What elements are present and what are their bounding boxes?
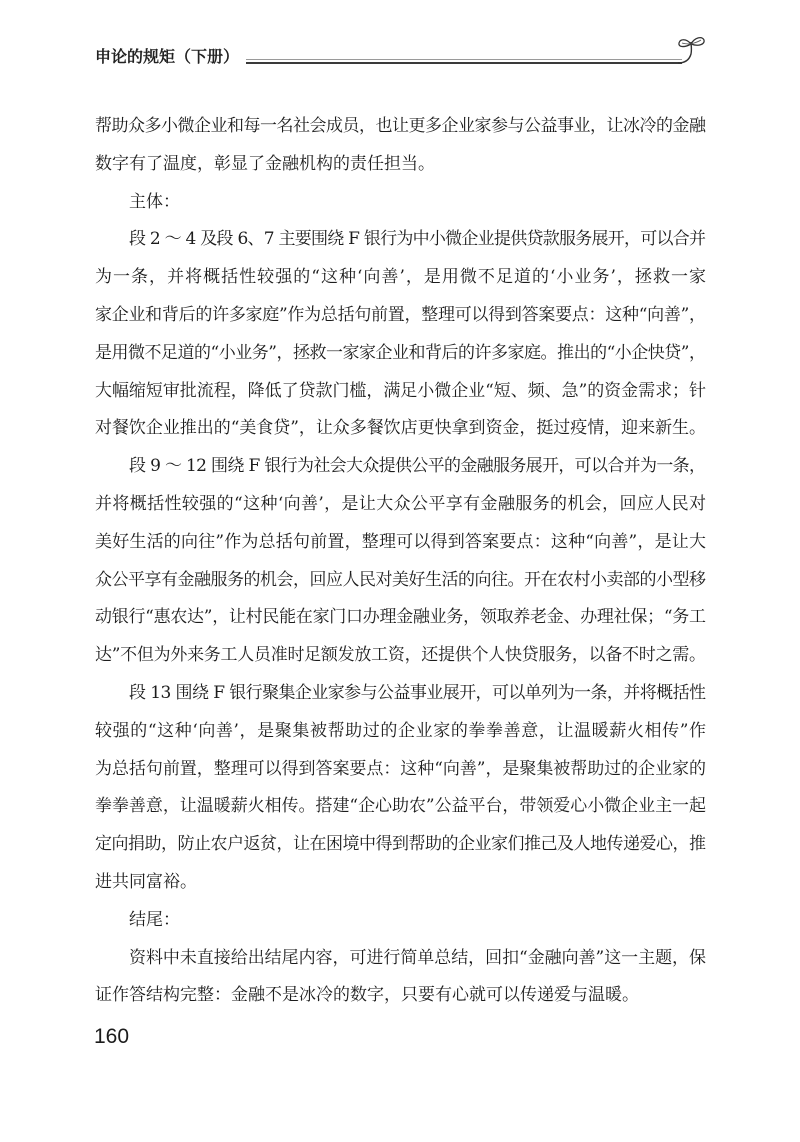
body-line: 段 13 围绕 F 银行聚集企业家参与公益事业展开，可以单列为一条，并将概括性 — [129, 682, 706, 703]
body-line: 证作答结构完整：金融不是冰冷的数字，只要有心就可以传递爱与温暖。 — [95, 985, 639, 1006]
body-text — [95, 108, 706, 1015]
body-line: 众公平享有金融服务的机会，回应人民对美好生活的向往。开在农村小卖部的小型移 — [95, 569, 706, 590]
body-line: 段 9 ～ 12 围绕 F 银行为社会大众提供公平的金融服务展开，可以合并为一条， — [129, 456, 706, 477]
body-line: 定向捐助，防止农户返贫，让在困境中得到帮助的企业家们推己及人地传递爱心，推 — [95, 834, 706, 855]
body-line: 达”不但为外来务工人员准时足额发放工资，还提供个人快贷服务，以备不时之需。 — [95, 645, 706, 666]
body-line: 并将概括性较强的“这种‘向善’，是让大众公平享有金融服务的机会，回应人民对 — [95, 493, 707, 514]
section-heading-main: 主体： — [129, 191, 180, 212]
body-line: 较强的“这种‘向善’，是聚集被帮助过的企业家的拳拳善意，让温暖薪火相传”作 — [95, 720, 707, 741]
body-line: 拳拳善意，让温暖薪火相传。搭建“企心助农”公益平台，带领爱心小微企业主一起 — [95, 796, 706, 817]
body-line: 美好生活的向往”作为总括句前置，整理可以得到答案要点：这种“向善”，是让大 — [95, 531, 707, 552]
body-line: 资料中未直接给出结尾内容，可进行简单总结，回扣“金融向善”这一主题，保 — [129, 947, 706, 968]
section-heading-ending: 结尾： — [129, 909, 180, 930]
body-line: 帮助众多小微企业和每一名社会成员，也让更多企业家参与公益事业，让冰冷的金融 — [95, 116, 706, 136]
header-rule-thin — [246, 59, 682, 60]
body-line: 段 2 ～ 4 及段 6、7 主要围绕 F 银行为中小微企业提供贷款服务展开，可以合并 — [129, 229, 706, 250]
body-line: 对餐饮企业推出的“美食贷”，让众多餐饮店更快拿到资金，挺过疫情，迎来新生。 — [95, 418, 706, 439]
body-line: 是用微不足道的“小业务”，拯救一家家企业和背后的许多家庭。推出的“小企快贷”， — [95, 342, 706, 363]
body-line: 为一条，并将概括性较强的“这种‘向善’，是用微不足道的‘小业务’，拯救一家 — [95, 267, 708, 288]
header-rule — [246, 62, 682, 64]
body-line: 数字有了温度，彰显了金融机构的责任担当。 — [95, 153, 435, 174]
page-number: 160 — [94, 1025, 130, 1048]
body-line: 家企业和背后的许多家庭”作为总括句前置，整理可以得到答案要点：这种“向善”， — [95, 304, 706, 325]
running-head-title: 申论的规矩（下册） — [95, 49, 240, 66]
body-line: 动银行“惠农达”，让村民能在家门口办理金融业务，领取养老金、办理社保；“务工 — [95, 607, 706, 628]
body-line: 进共同富裕。 — [95, 871, 197, 892]
sprout-icon — [674, 34, 708, 66]
body-line: 为总括句前置，整理可以得到答案要点：这种“向善”，是聚集被帮助过的企业家的 — [95, 758, 706, 779]
body-line: 大幅缩短审批流程，降低了贷款门槛，满足小微企业“短、频、急”的资金需求；针 — [95, 380, 706, 401]
